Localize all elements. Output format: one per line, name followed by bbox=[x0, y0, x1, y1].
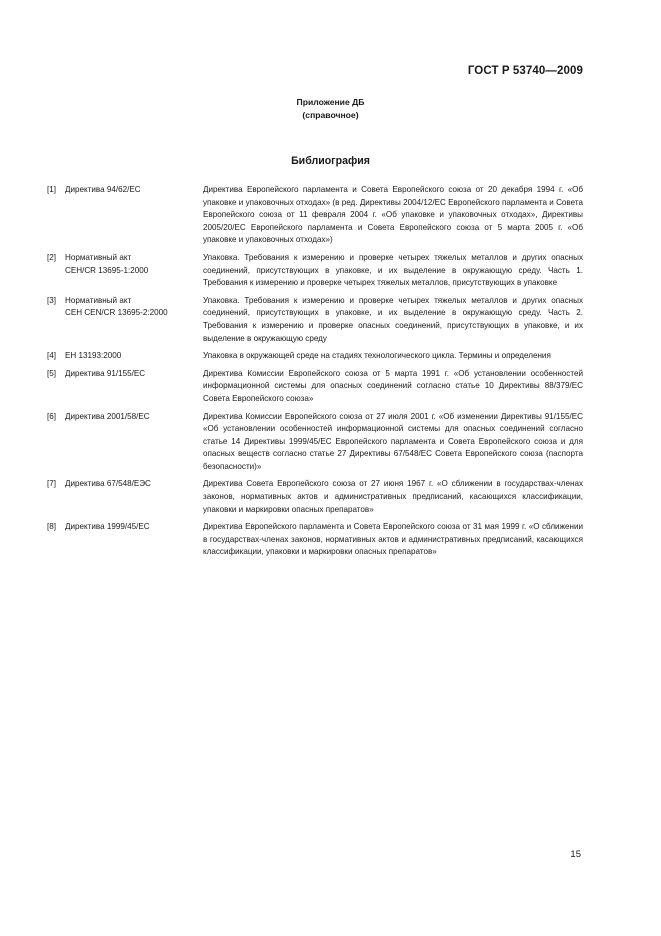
entry-description: Упаковка. Требования к измерению и проверке четырех тяжелых металлов и других опасных соединений, присутствующих в упаковке, и их выделение в окружающую среду. Часть 1. Требования к измерению и проверке четырех тяжелых металлов, присутствующих в упаковке bbox=[203, 252, 583, 288]
entry-description: Упаковка в окружающей среде на стадиях технологического цикла. Термины и определения bbox=[203, 351, 551, 361]
entry-source: ЕН 13193:2000 bbox=[65, 351, 122, 361]
entry-source: Директива 94/62/ЕС bbox=[65, 185, 141, 194]
entry-number: [2] bbox=[47, 252, 56, 262]
entry-number: [3] bbox=[47, 295, 56, 305]
entry-description: Директива Европейского парламента и Совета Европейского союза от 20 декабря 1994 г. «Об упаковке и упаковочных отходах» (в ред. Директивы 2004/12/ЕС Европейского парламента и Совета Европейского союза от 11 февраля 2004 г. «Об упаковке и упаковочных отходах», Директивы 2005/20/ЕС Европейского парламента и Совета Европейского союза от 5 марта 2005 г. «Об упаковке и упаковочных отходах») bbox=[203, 185, 583, 245]
bibliography-entry bbox=[47, 521, 583, 559]
entry-source: Директива 1999/45/ЕС bbox=[65, 522, 150, 532]
appendix-title: Приложение ДБ bbox=[296, 97, 365, 107]
bibliography-entry bbox=[47, 478, 583, 516]
entry-source: Нормативный акт CEH CEN/CR 13695-2:2000 bbox=[65, 295, 168, 318]
entry-number: [4] bbox=[47, 351, 56, 361]
entry-source: Директива 67/548/ЕЭС bbox=[65, 479, 151, 489]
document-code: ГОСТ Р 53740—2009 bbox=[467, 65, 583, 77]
entry-description: Директива Европейского парламента и Совета Европейского союза от 31 мая 1999 г. «О сближении в государствах-членах законов, нормативных актов и административных предписаний, касающихся классификации, упаковки и маркировки опасных препаратов» bbox=[203, 522, 583, 557]
entry-source: Нормативный акт CEH/CR 13695-1:2000 bbox=[65, 252, 149, 275]
bibliography-entry bbox=[47, 295, 583, 345]
page-number: 15 bbox=[570, 849, 581, 860]
bibliography-entry bbox=[47, 252, 583, 290]
bibliography-entry bbox=[47, 350, 583, 363]
entry-description: Директива Совета Европейского союза от 27 июня 1967 г. «О сближении в государствах-членах законов, нормативных актов и административных предписаний, касающихся классификации, упаковки и маркировки опасных препаратов» bbox=[203, 479, 583, 514]
entry-number: [8] bbox=[47, 522, 56, 532]
appendix-subtitle: (справочное) bbox=[302, 110, 359, 120]
entry-number: [1] bbox=[47, 185, 56, 194]
entry-source: Директива 2001/58/ЕС bbox=[65, 411, 150, 421]
bibliography-title: Библиография bbox=[291, 155, 370, 167]
bibliography-list bbox=[47, 184, 583, 564]
bibliography-entry bbox=[47, 184, 583, 247]
appendix-heading bbox=[0, 96, 661, 122]
entry-number: [5] bbox=[47, 368, 56, 378]
entry-description: Директива Комиссии Европейского союза от 27 июля 2001 г. «Об изменении Директивы 91/155/ЕС «Об установлении особенностей информационной системы для опасных соединений согласно статье 14 Директивы 1999/45/ЕС Европейского парламента и Совета Европейского союза и для опасных веществ согласно статье 27 Директивы 67/548/ЕС Совета Европейского союза (паспорта безопасности)» bbox=[203, 411, 583, 471]
entry-source: Директива 91/155/ЕС bbox=[65, 368, 146, 378]
entry-number: [6] bbox=[47, 411, 56, 421]
entry-description: Директива Комиссии Европейского союза от 5 марта 1991 г. «Об установлении особенностей информационной системы для опасных соединений согласно статье 10 Директивы 88/379/ЕС Совета Европейского союза» bbox=[203, 368, 583, 403]
bibliography-entry bbox=[47, 368, 583, 406]
entry-description: Упаковка. Требования к измерению и проверке четырех тяжелых металлов и других опасных соединений, присутствующих в упаковке, и их выделение в окружающую среду. Часть 2. Требования к измерению и проверке опасных соединений, присутствующих в упаковке, и их выделение в окружающую среду bbox=[203, 295, 583, 343]
bibliography-entry bbox=[47, 411, 583, 474]
entry-number: [7] bbox=[47, 479, 56, 489]
